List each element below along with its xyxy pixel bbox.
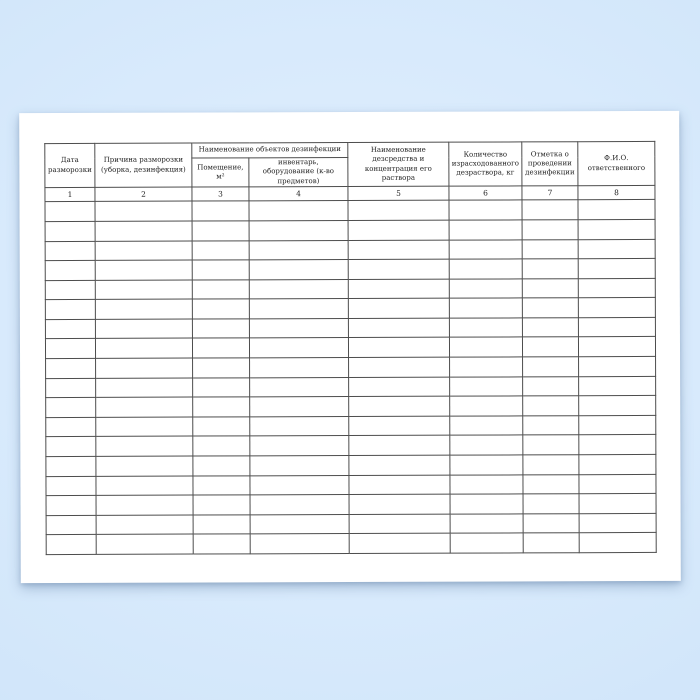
empty-cell — [522, 259, 578, 279]
empty-cell — [348, 200, 449, 220]
empty-cell — [46, 496, 96, 516]
empty-cell — [95, 241, 192, 261]
empty-cell — [193, 515, 250, 535]
table-row — [46, 494, 656, 516]
empty-cell — [348, 338, 449, 358]
document-page — [19, 111, 681, 583]
empty-cell — [523, 533, 579, 553]
empty-cell — [249, 299, 348, 319]
empty-cell — [45, 339, 95, 359]
empty-cell — [449, 279, 522, 299]
column-number: 3 — [192, 187, 249, 201]
empty-cell — [349, 514, 450, 534]
column-number: 8 — [578, 186, 655, 200]
empty-cell — [46, 456, 96, 476]
table-row — [45, 298, 655, 320]
empty-cell — [578, 259, 655, 279]
empty-cell — [250, 436, 349, 456]
empty-cell — [249, 260, 348, 280]
empty-cell — [348, 279, 449, 299]
empty-cell — [249, 338, 348, 358]
empty-cell — [192, 299, 249, 319]
table-row — [45, 239, 655, 261]
column-number: 6 — [449, 186, 522, 200]
empty-cell — [349, 475, 450, 495]
empty-cell — [578, 317, 655, 337]
empty-cell — [193, 475, 250, 495]
empty-cell — [579, 513, 656, 533]
empty-cell — [96, 495, 193, 515]
empty-cell — [349, 396, 450, 416]
empty-cell — [95, 299, 192, 319]
empty-cell — [96, 358, 193, 378]
empty-cell — [46, 535, 96, 555]
empty-cell — [578, 200, 655, 220]
column-number: 1 — [45, 188, 95, 202]
empty-cell — [96, 515, 193, 535]
empty-cell — [523, 435, 579, 455]
empty-cell — [250, 495, 349, 515]
empty-cell — [193, 378, 250, 398]
empty-cell — [522, 337, 578, 357]
empty-cell — [579, 435, 656, 455]
empty-cell — [96, 436, 193, 456]
empty-cell — [250, 416, 349, 436]
column-number: 5 — [348, 186, 449, 200]
empty-cell — [96, 417, 193, 437]
empty-cell — [349, 455, 450, 475]
empty-cell — [523, 474, 579, 494]
empty-cell — [349, 534, 450, 554]
empty-cell — [249, 240, 348, 260]
empty-cell — [96, 378, 193, 398]
empty-cell — [578, 278, 655, 298]
empty-cell — [193, 436, 250, 456]
empty-cell — [250, 514, 349, 534]
empty-cell — [193, 456, 250, 476]
empty-cell — [95, 201, 192, 221]
empty-cell — [348, 259, 449, 279]
table-row — [45, 219, 655, 241]
empty-cell — [449, 337, 522, 357]
empty-cell — [579, 356, 656, 376]
empty-cell — [249, 201, 348, 221]
table-row — [45, 278, 655, 300]
column-header-reason: Причина разморозки (уборка, дезинфекция) — [95, 143, 192, 188]
empty-cell — [449, 298, 522, 318]
column-header-disinfectant: Наименование дезсредства и концентрация его раствора — [348, 142, 449, 187]
empty-cell — [96, 456, 193, 476]
empty-cell — [522, 318, 578, 338]
empty-cell — [46, 515, 96, 535]
empty-cell — [348, 298, 449, 318]
column-header-date: Дата разморозки — [45, 143, 95, 187]
empty-cell — [450, 455, 523, 475]
empty-cell — [450, 377, 523, 397]
empty-cell — [450, 396, 523, 416]
empty-cell — [349, 357, 450, 377]
empty-cell — [250, 475, 349, 495]
empty-cell — [46, 437, 96, 457]
empty-cell — [45, 280, 95, 300]
table-row — [46, 415, 656, 437]
empty-cell — [250, 397, 349, 417]
empty-cell — [523, 455, 579, 475]
empty-cell — [95, 221, 192, 241]
empty-cell — [522, 239, 578, 259]
empty-cell — [450, 475, 523, 495]
empty-cell — [523, 357, 579, 377]
empty-cell — [578, 219, 655, 239]
empty-cell — [192, 240, 249, 260]
table-row — [46, 396, 656, 418]
empty-cell — [579, 474, 656, 494]
empty-cell — [192, 201, 249, 221]
empty-cell — [348, 220, 449, 240]
empty-cell — [192, 260, 249, 280]
empty-cell — [250, 456, 349, 476]
empty-cell — [523, 514, 579, 534]
empty-cell — [579, 396, 656, 416]
empty-cell — [192, 338, 249, 358]
empty-cell — [192, 280, 249, 300]
empty-cell — [250, 534, 349, 554]
empty-cell — [250, 377, 349, 397]
column-header-mark: Отметка о проведении дезинфекции — [522, 142, 578, 187]
empty-cell — [522, 298, 578, 318]
empty-cell — [45, 260, 95, 280]
empty-cell — [96, 476, 193, 496]
empty-cell — [45, 319, 95, 339]
empty-cell — [579, 415, 656, 435]
empty-cell — [579, 494, 656, 514]
empty-cell — [449, 200, 522, 220]
empty-cell — [579, 376, 656, 396]
empty-cell — [449, 239, 522, 259]
empty-cell — [249, 318, 348, 338]
empty-cell — [192, 221, 249, 241]
table-row — [46, 454, 656, 476]
column-group-header-objects: Наименование объектов дезинфекции — [192, 143, 348, 159]
empty-cell — [522, 278, 578, 298]
empty-cell — [46, 378, 96, 398]
table-body — [45, 200, 656, 555]
empty-cell — [523, 416, 579, 436]
empty-cell — [249, 220, 348, 240]
empty-cell — [46, 358, 96, 378]
empty-cell — [349, 377, 450, 397]
empty-cell — [95, 339, 192, 359]
empty-cell — [95, 280, 192, 300]
column-header-responsible: Ф.И.О. ответственного — [578, 141, 655, 186]
empty-cell — [579, 454, 656, 474]
empty-cell — [45, 300, 95, 320]
empty-cell — [450, 533, 523, 553]
empty-cell — [523, 494, 579, 514]
table-header — [45, 141, 655, 201]
empty-cell — [449, 318, 522, 338]
empty-cell — [193, 417, 250, 437]
empty-cell — [249, 279, 348, 299]
empty-cell — [95, 260, 192, 280]
table-row — [45, 317, 655, 339]
empty-cell — [45, 221, 95, 241]
empty-cell — [193, 495, 250, 515]
table-row — [45, 337, 655, 359]
empty-cell — [349, 416, 450, 436]
column-number: 7 — [522, 186, 578, 200]
empty-cell — [45, 241, 95, 261]
empty-cell — [96, 534, 193, 554]
empty-cell — [349, 436, 450, 456]
empty-cell — [578, 239, 655, 259]
empty-cell — [523, 376, 579, 396]
column-header-quantity: Количество израсходованного дезраствора, кг — [449, 142, 522, 187]
empty-cell — [193, 397, 250, 417]
empty-cell — [450, 494, 523, 514]
empty-cell — [192, 319, 249, 339]
disinfection-log-table — [44, 141, 656, 555]
empty-cell — [450, 416, 523, 436]
empty-cell — [95, 319, 192, 339]
empty-cell — [193, 534, 250, 554]
empty-cell — [522, 220, 578, 240]
table-row — [45, 200, 655, 222]
column-number: 4 — [249, 187, 348, 201]
table-row — [46, 376, 656, 398]
table-row — [46, 356, 656, 378]
empty-cell — [578, 298, 655, 318]
column-header-room: Помещение, м² — [192, 158, 249, 188]
column-header-inventory: инвентарь, оборудование (к-во предметов) — [249, 158, 348, 188]
table-row — [46, 435, 656, 457]
empty-cell — [450, 357, 523, 377]
empty-cell — [46, 476, 96, 496]
empty-cell — [250, 358, 349, 378]
empty-cell — [450, 514, 523, 534]
table-row — [46, 513, 656, 535]
empty-cell — [522, 200, 578, 220]
empty-cell — [348, 318, 449, 338]
empty-cell — [349, 494, 450, 514]
empty-cell — [579, 533, 656, 553]
table-row — [46, 533, 656, 555]
empty-cell — [46, 398, 96, 418]
empty-cell — [449, 259, 522, 279]
empty-cell — [578, 337, 655, 357]
column-number: 2 — [95, 187, 192, 201]
table-row — [46, 474, 656, 496]
empty-cell — [96, 397, 193, 417]
empty-cell — [348, 240, 449, 260]
table-row — [45, 259, 655, 281]
empty-cell — [46, 417, 96, 437]
empty-cell — [193, 358, 250, 378]
empty-cell — [449, 220, 522, 240]
empty-cell — [523, 396, 579, 416]
empty-cell — [450, 435, 523, 455]
empty-cell — [45, 202, 95, 222]
